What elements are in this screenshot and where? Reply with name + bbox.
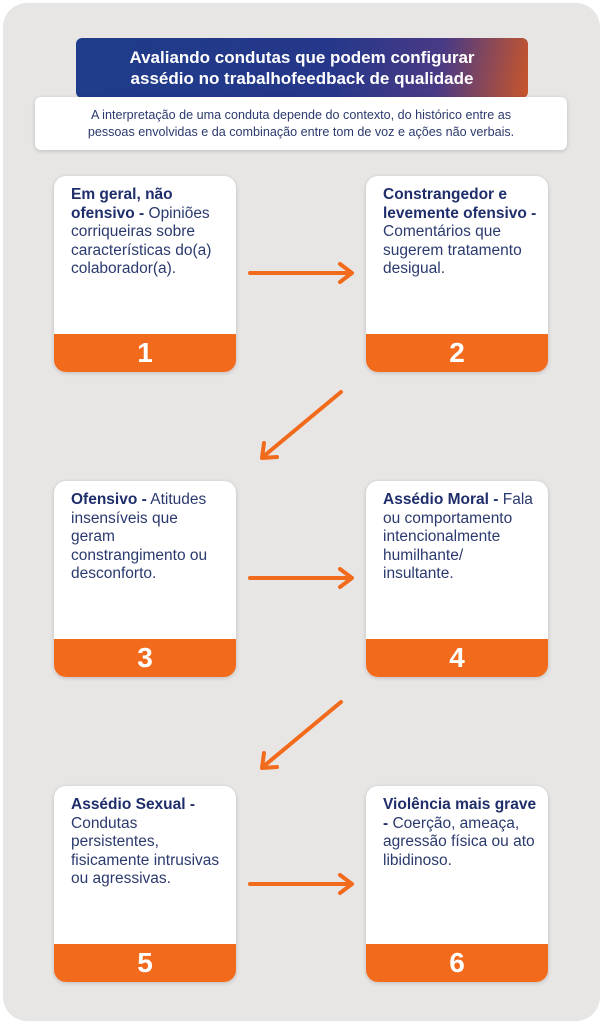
arrow-down-left-icon	[262, 392, 341, 458]
arrow-right-icon	[250, 264, 352, 282]
arrow-right-icon	[250, 875, 352, 893]
step-text: Comentários que sugerem tratamento desigual.	[383, 223, 522, 277]
step-number: 1	[54, 334, 236, 372]
step-text: Fala ou comportamento intencionalmente humilhante/ insultante.	[383, 491, 533, 582]
step-text: Coerção, ameaça, agressão física ou ato libidinoso.	[383, 814, 535, 869]
step-heading: Constrangedor e levemente ofensivo -	[383, 186, 537, 222]
step-number: 6	[366, 944, 548, 982]
step-number: 4	[366, 639, 548, 677]
subtitle-line-2: pessoas envolvidas e da combinação entre tom de voz e ações não verbais.	[87, 124, 515, 139]
step-heading: Em geral, não ofensivo -	[71, 186, 173, 222]
arrow-down-left-icon	[262, 702, 341, 768]
step-text: Opiniões corriqueiras sobre características do(a) colaborador(a).	[71, 204, 212, 277]
step-text: Atitudes insensíveis que geram constrangimento ou desconforto.	[71, 491, 208, 582]
title-line-1: Avaliando condutas que podem configurar	[129, 48, 475, 67]
step-number: 2	[366, 334, 548, 372]
step-number: 3	[54, 639, 236, 677]
step-heading: Ofensivo -	[71, 491, 147, 508]
step-heading: Assédio Sexual -	[71, 796, 196, 813]
step-heading: Violência mais grave -	[383, 796, 537, 832]
step-heading: Assédio Moral -	[383, 491, 499, 508]
step-number: 5	[54, 944, 236, 982]
step-text: Condutas persistentes, fisicamente intrusivas ou agressivas.	[71, 814, 220, 887]
title-line-2: assédio no trabalhofeedback de qualidade	[130, 69, 474, 88]
arrow-right-icon	[250, 569, 352, 587]
subtitle-line-1: A interpretação de uma conduta depende do contexto, do histórico entre as	[90, 107, 512, 122]
